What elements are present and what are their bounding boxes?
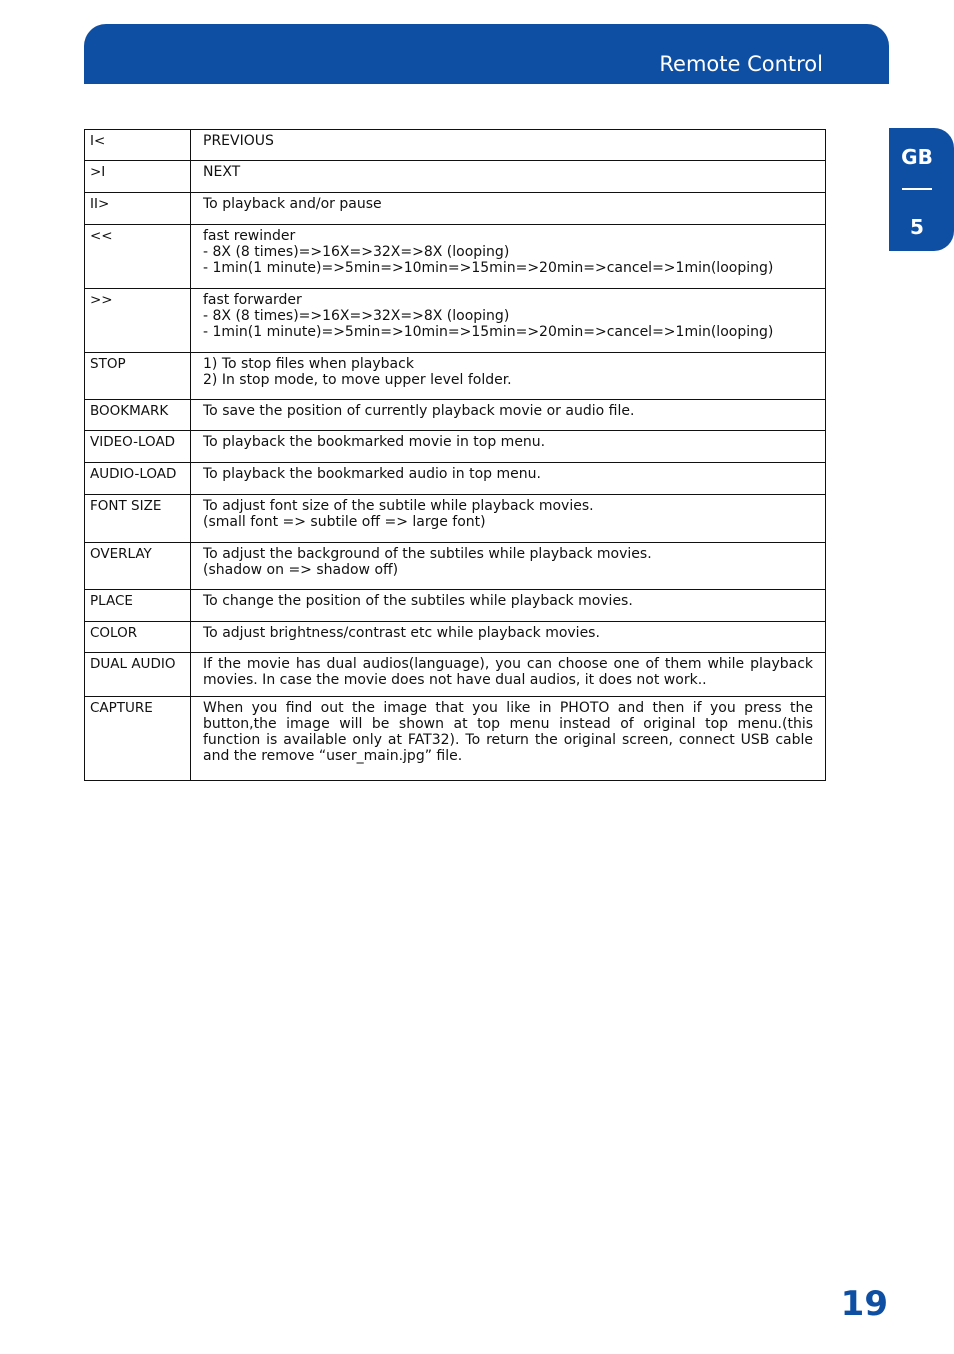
description-line: To save the position of currently playback movie or audio file. [203,403,635,419]
key-description [191,431,826,463]
key-description [191,495,826,543]
description-line: To change the position of the subtiles while playback movies. [203,593,633,609]
table-row [85,130,826,161]
description-line: When you find out the image that you like in PHOTO and then if you press the button,the image will be shown at top menu instead of original top menu.(this function is available only at FAT32). To return the original screen, connect USB cable and the remove “user_main.jpg” file. [203,700,813,764]
key-description [191,543,826,590]
key-description [191,289,826,353]
key-name: VIDEO-LOAD [85,431,191,463]
key-name: DUAL AUDIO [85,653,191,697]
key-name: << [85,225,191,289]
description-line: PREVIOUS [203,133,274,149]
description-line: NEXT [203,164,241,180]
key-name: OVERLAY [85,543,191,590]
key-name: I< [85,130,191,161]
description-line: To playback the bookmarked movie in top menu. [203,434,546,450]
table-row [85,289,826,353]
description-line: 1) To stop files when playback [203,356,414,372]
tab-divider [902,188,932,190]
language-label: GB [901,145,933,169]
description-line: (shadow on => shadow off) [203,562,399,578]
table-row [85,193,826,225]
key-description [191,225,826,289]
section-title: Remote Control [659,52,823,76]
key-name: PLACE [85,590,191,622]
key-description [191,463,826,495]
key-description [191,400,826,431]
key-description [191,590,826,622]
page-number: 19 [840,1284,888,1324]
key-description [191,353,826,400]
table-row [85,622,826,653]
key-description [191,161,826,193]
key-name: >I [85,161,191,193]
key-name: STOP [85,353,191,400]
table-row [85,590,826,622]
table-row [85,543,826,590]
table-row [85,697,826,781]
header-bar [84,24,889,84]
table-row [85,495,826,543]
language-chapter-tab [889,128,954,251]
key-description [191,622,826,653]
description-line: fast forwarder [203,292,302,308]
key-name: II> [85,193,191,225]
key-description [191,697,826,781]
key-name: CAPTURE [85,697,191,781]
table-row [85,225,826,289]
description-line: To playback and/or pause [203,196,382,212]
description-line: To playback the bookmarked audio in top menu. [203,466,541,482]
remote-keys-table [84,129,826,781]
description-line: - 1min(1 minute)=>5min=>10min=>15min=>20min=>cancel=>1min(looping) [203,260,774,276]
key-name: FONT SIZE [85,495,191,543]
key-description [191,130,826,161]
description-line: - 8X (8 times)=>16X=>32X=>8X (looping) [203,308,510,324]
table-row [85,400,826,431]
key-name: COLOR [85,622,191,653]
table-row [85,463,826,495]
description-line: To adjust brightness/contrast etc while playback movies. [203,625,600,641]
description-line: fast rewinder [203,228,296,244]
description-line: - 1min(1 minute)=>5min=>10min=>15min=>20min=>cancel=>1min(looping) [203,324,774,340]
table-row [85,161,826,193]
description-line: 2) In stop mode, to move upper level folder. [203,372,512,388]
description-line: To adjust the background of the subtiles while playback movies. [203,546,652,562]
key-name: >> [85,289,191,353]
key-name: BOOKMARK [85,400,191,431]
key-name: AUDIO-LOAD [85,463,191,495]
table-row [85,431,826,463]
key-description [191,653,826,697]
chapter-number: 5 [910,215,924,239]
table-row [85,653,826,697]
description-line: To adjust font size of the subtile while playback movies. [203,498,594,514]
description-line: If the movie has dual audios(language), you can choose one of them while playback movies. In case the movie does not have dual audios, it does not work.. [203,656,813,688]
key-description [191,193,826,225]
table-row [85,353,826,400]
description-line: (small font => subtile off => large font) [203,514,486,530]
description-line: - 8X (8 times)=>16X=>32X=>8X (looping) [203,244,510,260]
